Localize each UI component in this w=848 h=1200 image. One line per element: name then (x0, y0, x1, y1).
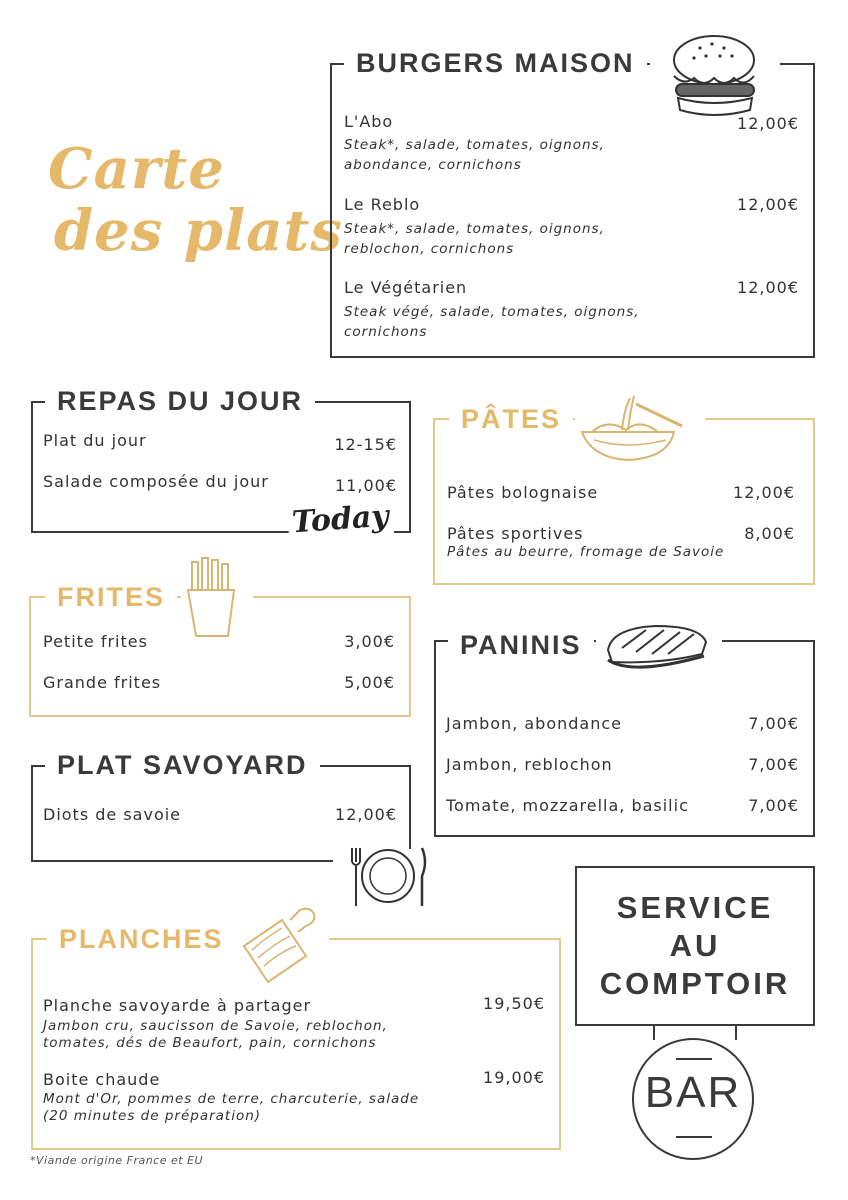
savoyard-name-diots: Diots de savoie (43, 805, 182, 824)
repas-price-plat: 12-15€ (334, 435, 397, 454)
menu-title-line2: des plats (54, 198, 343, 264)
burger-name-vege: Le Végétarien (344, 278, 468, 297)
plate-cutlery-icon (346, 842, 430, 910)
burger-desc-vege: Steak végé, salade, tomates, oignons, cornichons (344, 304, 640, 340)
panini-icon (602, 620, 710, 678)
paninis-title: PANINIS (448, 630, 594, 660)
cutting-board-icon (238, 906, 320, 984)
panini-name-tomate: Tomate, mozzarella, basilic (446, 796, 689, 815)
service-comptoir-sign (575, 866, 815, 1026)
repas-name-salade: Salade composée du jour (43, 472, 269, 491)
pates-price-sportives: 8,00€ (744, 524, 795, 543)
planche-price-savoyarde: 19,50€ (483, 994, 545, 1013)
pates-name-sportives: Pâtes sportives (447, 524, 584, 543)
service-line3: COMPTOIR (599, 966, 791, 1001)
savoyard-title: PLAT SAVOYARD (45, 750, 320, 780)
footnote: *Viande origine France et EU (30, 1154, 204, 1167)
burger-name-abo: L'Abo (344, 112, 394, 131)
frites-name-grande: Grande frites (43, 673, 162, 692)
frites-title: FRITES (45, 582, 177, 612)
bar-sign-text: BAR (644, 1068, 742, 1117)
service-line1: SERVICE (616, 890, 774, 925)
burger-icon (664, 32, 762, 122)
panini-price-abondance: 7,00€ (748, 714, 799, 733)
repas-price-salade: 11,00€ (335, 476, 397, 495)
burger-price-vege: 12,00€ (737, 278, 799, 297)
bar-sign (632, 1038, 754, 1160)
burger-name-reblo: Le Reblo (344, 195, 421, 214)
frites-name-petite: Petite frites (43, 632, 148, 651)
burger-price-abo: 12,00€ (737, 114, 799, 133)
planche-desc-savoyarde-2: tomates, dés de Beaufort, pain, cornichons (43, 1035, 377, 1051)
frites-price-petite: 3,00€ (344, 632, 395, 651)
fries-icon (184, 556, 240, 640)
menu-title (48, 138, 343, 262)
panini-name-reblochon: Jambon, reblochon (446, 755, 613, 774)
pasta-icon (578, 390, 690, 466)
burger-desc-reblo: Steak*, salade, tomates, oignons, reblochon, cornichons (344, 221, 605, 257)
planches-title: PLANCHES (47, 924, 236, 954)
burger-price-reblo: 12,00€ (737, 195, 799, 214)
pates-name-bolo: Pâtes bolognaise (447, 483, 599, 502)
menu-title-line1: Carte (48, 136, 225, 202)
panini-price-tomate: 7,00€ (748, 796, 799, 815)
repas-name-plat: Plat du jour (43, 431, 147, 450)
pates-title: PÂTES (449, 404, 573, 434)
planche-price-boite: 19,00€ (483, 1068, 545, 1087)
planche-name-savoyarde: Planche savoyarde à partager (43, 996, 312, 1015)
service-line2: AU (669, 928, 721, 963)
planche-desc-savoyarde-1: Jambon cru, saucisson de Savoie, reblochon, (43, 1018, 388, 1034)
planche-desc-boite-2: (20 minutes de préparation) (43, 1108, 262, 1124)
planche-desc-boite-1: Mont d'Or, pommes de terre, charcuterie, salade (43, 1091, 420, 1107)
burgers-title: BURGERS MAISON (344, 48, 647, 78)
pates-price-bolo: 12,00€ (733, 483, 795, 502)
repas-title: REPAS DU JOUR (45, 386, 315, 416)
today-badge: Today (287, 498, 394, 540)
frites-price-grande: 5,00€ (344, 673, 395, 692)
panini-name-abondance: Jambon, abondance (446, 714, 622, 733)
burger-desc-abo: Steak*, salade, tomates, oignons, abondance, cornichons (344, 137, 605, 173)
planche-name-boite: Boite chaude (43, 1070, 161, 1089)
panini-price-reblochon: 7,00€ (748, 755, 799, 774)
savoyard-price-diots: 12,00€ (335, 805, 397, 824)
pates-desc-sportives: Pâtes au beurre, fromage de Savoie (447, 544, 725, 560)
